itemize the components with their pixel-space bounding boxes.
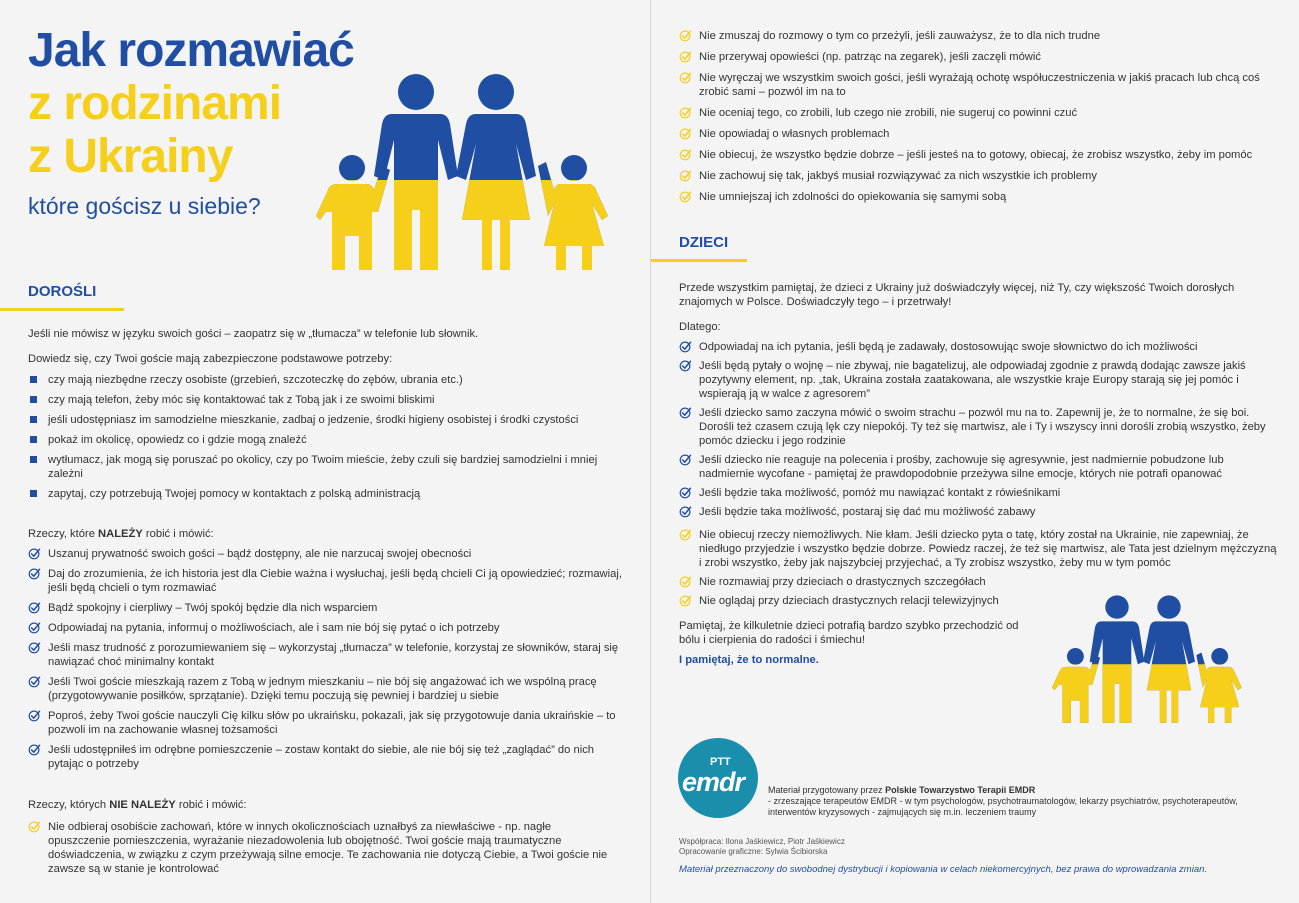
square-bullet-icon (28, 413, 42, 427)
list-item: czy mają telefon, żeby móc się kontaktować tak z Tobą jak i ze swoimi bliskimi (28, 393, 623, 407)
warning-check-icon (679, 528, 693, 542)
list-item: Odpowiadaj na pytania, informuj o możliwościach, ale i sam nie bój się pytać o ich potrzeby (28, 621, 623, 635)
list-item: Nie oceniaj tego, co zrobili, lub czego nie zrobili, nie sugeruj co powinni czuć (679, 106, 1279, 120)
list-item: Nie obiecuj, że wszystko będzie dobrze – jeśli jesteś na to gotowy, obiecaj, że zrobisz wszystko, żeby im pomóc (679, 148, 1279, 162)
warning-check-icon (679, 169, 693, 183)
adults-heading: DOROŚLI (28, 283, 97, 300)
check-icon (28, 675, 42, 689)
list-item: Jeśli dziecko samo zaczyna mówić o swoim strachu – pozwól mu na to. Zapewnij je, że to normalne, że się boi. Dorośli też czasem czują lęk czy niepokój. Ty też się martwisz, ale i Ty i wszyscy inni dorośli zrobią wszystko, żeby pomóc dziecku i jego rodzinie (679, 406, 1279, 448)
list-item: Jeśli dziecko nie reaguje na polecenia i prośby, zachowuje się agresywnie, jest nadmiernie pobudzone lub nadmiernie wycofane - pamiętaj że prawdopodobnie przeżywa silne emocje, których nie potrafi opanować (679, 453, 1279, 481)
check-icon (28, 621, 42, 635)
list-item: Nie zmuszaj do rozmowy o tym co przeżyli, jeśli zauważysz, że to dla nich trudne (679, 29, 1279, 43)
list-item: Bądź spokojny i cierpliwy – Twój spokój będzie dla nich wsparciem (28, 601, 623, 615)
material-credit: Materiał przygotowany przez Polskie Towarzystwo Terapii EMDR - zrzeszające terapeutów EMDR - w tym psychologów, psychotraumatologów, lekarzy psychiatrów, psychoterapeutów, interwentów kryzysowych - zajmujących się m.in. leczeniem traumy (768, 785, 1238, 817)
right-column (651, 0, 1299, 903)
children-intro: Przede wszystkim pamiętaj, że dzieci z Ukrainy już doświadczyły więcej, niż Ty, czy większość Twoich dorosłych znajomych w Polsce. Doświadczyły tego – i przetrwały! (679, 282, 1235, 308)
logo-emdr-text: emdr (682, 767, 745, 797)
family-illustration (316, 70, 616, 280)
list-item: Uszanuj prywatność swoich gości – bądź dostępny, ale nie narzucaj swojej obecności (28, 547, 623, 561)
mother-figure (456, 74, 536, 270)
check-icon (679, 486, 693, 500)
emdr-logo (678, 738, 758, 818)
square-bullet-icon (28, 393, 42, 407)
adults-do-list (28, 547, 623, 771)
list-item: jeśli udostępniasz im samodzielne mieszkanie, zadbaj o jedzenie, środki higieny osobistej i środki czystości (28, 413, 623, 427)
check-icon (28, 641, 42, 655)
list-item: Poproś, żeby Twoi goście nauczyli Cię kilku słów po ukraińsku, pokazali, jak się przygotowuje dania ukraińskie – to pozwoli im na zachowanie własnej tożsamości (28, 709, 623, 737)
list-item: Nie umniejszaj ich zdolności do opiekowania się samymi sobą (679, 190, 1279, 204)
list-item: Nie rozmawiaj przy dzieciach o drastycznych szczegółach (679, 575, 1279, 589)
check-icon (679, 505, 693, 519)
warning-check-icon (28, 820, 42, 834)
square-bullet-icon (28, 433, 42, 447)
list-item: Daj do zrozumienia, że ich historia jest dla Ciebie ważna i wysłuchaj, jeśli będą chcieli Ci ją opowiedzieć; rozmawiaj, jeśli będą chcieli o tym rozmawiać (28, 567, 623, 595)
warning-check-icon (679, 190, 693, 204)
do-heading: Rzeczy, które NALEŻY robić i mówić: (28, 528, 214, 540)
list-item: Nie odbieraj osobiście zachowań, które w innych okolicznościach uznałbyś za niewłaściwe - np. nagłe opuszczenie pomieszczenia, wyrażanie niezadowolenia lub obojętność. Twoi goście mają traumatyczne doświadczenia, w związku z czym przeżywają silne emocje. Te zachowania nie dotyczą Ciebie, a Twoi goście nie zawsze są w stanie je kontrolować (28, 820, 608, 876)
list-item: Nie zachowuj się tak, jakbyś musiał rozwiązywać za nich wszystkie ich problemy (679, 169, 1279, 183)
list-item: Odpowiadaj na ich pytania, jeśli będą je zadawały, dostosowując swoje słownictwo do ich możliwości (679, 340, 1279, 354)
graphics-credit: Opracowanie graficzne: Sylwia Ścibiorska (679, 847, 828, 856)
logo-ptt-text: PTT (710, 756, 731, 768)
adults-intro-1: Jeśli nie mówisz w języku swoich gości – zaopatrz się w „tłumacza” w telefonie lub słownik. (28, 328, 479, 340)
list-item: Jeśli będzie taka możliwość, postaraj się dać mu możliwość zabawy (679, 505, 1279, 519)
title-line-3: z Ukrainy (28, 130, 233, 183)
warning-check-icon (679, 148, 693, 162)
children-heading: DZIECI (679, 234, 729, 251)
cooperation-credit: Współpraca: Ilona Jaśkiewicz, Piotr Jaśkiewicz (679, 837, 845, 846)
children-closing-normal: I pamiętaj, że to normalne. (679, 654, 819, 666)
page-title (28, 24, 354, 183)
title-line-2: z rodzinami (28, 77, 282, 130)
children-heading-underline (651, 259, 747, 262)
list-item: zapytaj, czy potrzebują Twojej pomocy w kontaktach z polską administracją (28, 487, 623, 501)
adults-dont-list-part2 (679, 29, 1279, 204)
warning-check-icon (679, 50, 693, 64)
check-icon (28, 709, 42, 723)
list-item: Nie przerywaj opowieści (np. patrząc na zegarek), jeśli zaczęli mówić (679, 50, 1279, 64)
check-icon (679, 340, 693, 354)
list-item: Jeśli będzie taka możliwość, pomóż mu nawiązać kontakt z rówieśnikami (679, 486, 1279, 500)
check-icon (28, 547, 42, 561)
adults-heading-underline (0, 308, 124, 311)
needs-list (28, 373, 623, 501)
square-bullet-icon (28, 453, 42, 467)
children-therefore: Dlatego: (679, 321, 721, 333)
square-bullet-icon (28, 373, 42, 387)
warning-check-icon (679, 106, 693, 120)
check-icon (679, 406, 693, 420)
list-item: Jeśli udostępniłeś im odrębne pomieszczenie – zostaw kontakt do siebie, ale nie bój się też „zaglądać” do nich pytając o potrzeby (28, 743, 623, 771)
list-item: pokaż im okolicę, opowiedz co i gdzie mogą znaleźć (28, 433, 623, 447)
warning-check-icon (679, 127, 693, 141)
square-bullet-icon (28, 487, 42, 501)
list-item: Nie opowiadaj o własnych problemach (679, 127, 1279, 141)
warning-check-icon (679, 71, 693, 85)
list-item: Jeśli masz trudność z porozumiewaniem się – wykorzystaj „tłumacza” w telefonie, korzystaj ze słowników, staraj się nawiązać choć minimalny kontakt (28, 641, 623, 669)
family-illustration-small (1052, 592, 1247, 730)
list-item: Nie oglądaj przy dzieciach drastycznych relacji telewizyjnych (679, 594, 1279, 608)
warning-check-icon (679, 594, 693, 608)
list-item: Nie obiecuj rzeczy niemożliwych. Nie kłam. Jeśli dziecko pyta o tatę, który został na Ukrainie, nie zapewniaj, że niedługo przyjedzie i wszystko będzie dobrze. Powiedz raczej, że też się martwisz, ale Tata jest dzielnym mężczyzną i zrobi wszystko, żeby jak najszybciej przyjechać, a Ty zrobisz wszystko, żeby mu w tym pomóc (679, 528, 1279, 570)
list-item: Jeśli będą pytały o wojnę – nie zbywaj, nie bagatelizuj, ale odpowiadaj zgodnie z prawdą dodając zawsze jakiś pozytywny element, np. „tak, Ukraina została zaatakowana, ale wszystkie kraje Europy starają się jej pomóc i wspierają ją w walce z agresorem” (679, 359, 1279, 401)
check-icon (28, 601, 42, 615)
title-line-1: Jak rozmawiać (28, 24, 354, 77)
distribution-note: Materiał przeznaczony do swobodnej dystrybucji i kopiowania w celach niekomercyjnych, bez prawa do wprowadzania zmian. (679, 864, 1208, 875)
check-icon (679, 453, 693, 467)
check-icon (679, 359, 693, 373)
list-item: czy mają niezbędne rzeczy osobiste (grzebień, szczoteczkę do zębów, ubrania etc.) (28, 373, 623, 387)
list-item: Jeśli Twoi goście mieszkają razem z Tobą w jednym mieszkaniu – nie bój się angażować ich we wspólną pracę (przygotowywanie posiłków, sprzątanie). Dzięki temu poczują się pewniej i bardziej u siebie (28, 675, 623, 703)
check-icon (28, 743, 42, 757)
page-subtitle: które gościsz u siebie? (28, 193, 261, 219)
children-do-list (679, 340, 1279, 519)
dont-heading: Rzeczy, których NIE NALEŻY robić i mówić: (28, 799, 247, 811)
warning-check-icon (679, 29, 693, 43)
check-icon (28, 567, 42, 581)
adults-dont-list-part1 (28, 820, 608, 876)
list-item: wytłumacz, jak mogą się poruszać po okolicy, czy po Twoim mieście, żeby czuli się bardziej samodzielni i mniej zależni (28, 453, 623, 481)
adults-intro-2: Dowiedz się, czy Twoi goście mają zabezpieczone podstawowe potrzeby: (28, 353, 393, 365)
children-closing: Pamiętaj, że kilkuletnie dzieci potrafią bardzo szybko przechodzić od bólu i cierpienia do radości i śmiechu! (679, 620, 1019, 646)
warning-check-icon (679, 575, 693, 589)
list-item: Nie wyręczaj we wszystkim swoich gości, jeśli wyrażają ochotę współuczestniczenia w jakiś pracach lub chcą coś zrobić sami – pozwól im na to (679, 71, 1279, 99)
